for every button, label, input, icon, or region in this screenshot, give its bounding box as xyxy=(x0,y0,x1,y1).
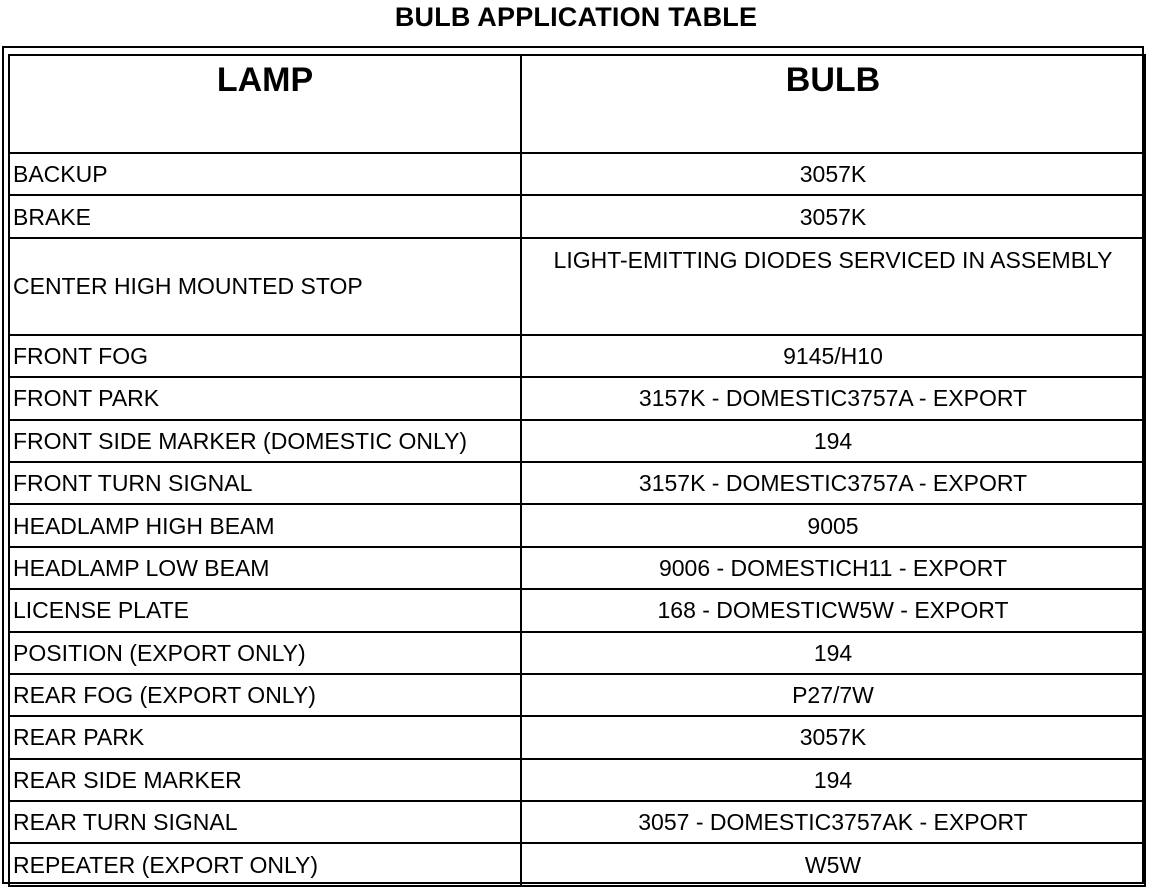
lamp-cell: FRONT SIDE MARKER (DOMESTIC ONLY) xyxy=(9,420,521,462)
bulb-cell: LIGHT-EMITTING DIODES SERVICED IN ASSEMBLY xyxy=(521,238,1145,335)
lamp-cell: HEADLAMP HIGH BEAM xyxy=(9,504,521,546)
table-row xyxy=(9,238,1145,335)
bulb-cell: P27/7W xyxy=(521,674,1145,716)
bulb-cell: 3157K - DOMESTIC3757A - EXPORT xyxy=(521,462,1145,504)
table-row xyxy=(9,632,1145,674)
table-row xyxy=(9,589,1145,631)
bulb-cell: 194 xyxy=(521,759,1145,801)
table-row xyxy=(9,462,1145,504)
table-row xyxy=(9,801,1145,843)
lamp-cell: CENTER HIGH MOUNTED STOP xyxy=(9,238,521,335)
lamp-cell: REAR TURN SIGNAL xyxy=(9,801,521,843)
bulb-cell: 3157K - DOMESTIC3757A - EXPORT xyxy=(521,377,1145,419)
lamp-cell: REAR FOG (EXPORT ONLY) xyxy=(9,674,521,716)
lamp-column-header: LAMP xyxy=(9,55,521,153)
lamp-cell: REPEATER (EXPORT ONLY) xyxy=(9,843,521,885)
bulb-cell: 3057K xyxy=(521,716,1145,758)
table-row xyxy=(9,195,1145,237)
bulb-cell: 194 xyxy=(521,632,1145,674)
bulb-cell: 9006 - DOMESTICH11 - EXPORT xyxy=(521,547,1145,589)
lamp-cell: FRONT FOG xyxy=(9,335,521,377)
table-row xyxy=(9,335,1145,377)
page-title: BULB APPLICATION TABLE xyxy=(394,2,758,32)
lamp-cell: REAR PARK xyxy=(9,716,521,758)
bulb-cell: 3057K xyxy=(521,153,1145,195)
bulb-cell: 9005 xyxy=(521,504,1145,546)
bulb-cell: 3057 - DOMESTIC3757AK - EXPORT xyxy=(521,801,1145,843)
bulb-application-table xyxy=(8,54,1146,887)
lamp-cell: LICENSE PLATE xyxy=(9,589,521,631)
bulb-cell: 9145/H10 xyxy=(521,335,1145,377)
bulb-cell: W5W xyxy=(521,843,1145,885)
lamp-cell: HEADLAMP LOW BEAM xyxy=(9,547,521,589)
table-row xyxy=(9,420,1145,462)
bulb-column-header: BULB xyxy=(521,55,1145,153)
table-row xyxy=(9,674,1145,716)
lamp-cell: BRAKE xyxy=(9,195,521,237)
table-row xyxy=(9,504,1145,546)
bulb-cell: 194 xyxy=(521,420,1145,462)
lamp-cell: POSITION (EXPORT ONLY) xyxy=(9,632,521,674)
lamp-cell: FRONT TURN SIGNAL xyxy=(9,462,521,504)
bulb-cell: 3057K xyxy=(521,195,1145,237)
table-header-row xyxy=(9,55,1145,153)
lamp-cell: BACKUP xyxy=(9,153,521,195)
table-row xyxy=(9,759,1145,801)
table-row xyxy=(9,377,1145,419)
table-row xyxy=(9,547,1145,589)
lamp-cell: FRONT PARK xyxy=(9,377,521,419)
bulb-cell: 168 - DOMESTICW5W - EXPORT xyxy=(521,589,1145,631)
table-row xyxy=(9,153,1145,195)
table-row xyxy=(9,843,1145,885)
table-row xyxy=(9,716,1145,758)
lamp-cell: REAR SIDE MARKER xyxy=(9,759,521,801)
